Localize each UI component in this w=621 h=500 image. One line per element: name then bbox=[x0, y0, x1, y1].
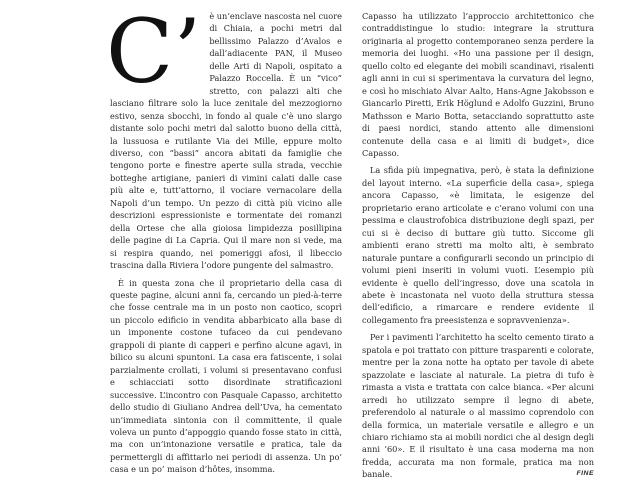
article-body bbox=[106, 0, 597, 481]
paragraph-1 bbox=[106, 0, 342, 272]
drop-cap: C’ bbox=[106, 0, 202, 103]
column-left bbox=[106, 0, 342, 476]
paragraph-5-text: Per i pavimenti l’architetto ha scelto cemento tirato a spatola e poi trattato con pitture trasparenti e colorate, mentre per la zona notte ha optato per tavole di abete spazzolate e lasciate al naturale. La pietra di tufo è rimasta a vista e trattata con calce bianca. «Per alcuni arredi ho utilizzato sempre il legno di abete, preferendolo al naturale o al massimo coprendolo con della formica, un materiale versatile e allegro e un chiaro richiamo sta ai mobili nordici che al design degli anni ’60». E il risultato è una casa moderna ma non fredda, accurata ma non formale, pratica ma non banale. bbox=[362, 332, 594, 480]
paragraph-5 bbox=[362, 331, 594, 480]
paragraph-1-text: è un’enclave nascosta nel cuore di Chiaia, a pochi metri dal bellissimo Palazzo d’Avalos e dall’adiacente PAN, il Museo delle Arti di Napoli, ospitato a Palazzo Roccella. È un “vico” stretto, con palazzi alti che lasciano filtrare solo la luce zenitale del mezzogiorno estivo, senza sbocchi, in fondo al quale c’è uno slargo distante solo pochi metri dal salotto buono della città, la lussuosa e rutilante Via dei Mille, eppure molto diverso, con “bassi” ancora abitati da famiglie che tengono porte e finestre aperte sulla strada, vecchie botteghe artigiane, panieri di vimini calati dalle case più alte e, tutt’attorno, il vociare vernacolare della Napoli d’un tempo. Un pezzo di città più vicino alle descrizioni espressioniste e tormentate dei romanzi della Ortese che alla gioiosa limpidezza posillipina delle pagine di La Capria. Qui il mare non si vede, ma si respira quando, nei pomeriggi afosi, il libeccio trascina dalla Riviera l’odore pungente del salmastro. bbox=[110, 11, 342, 271]
column-right bbox=[362, 10, 594, 481]
paragraph-2: È in questa zona che il proprietario della casa di queste pagine, alcuni anni fa, cercando un pied-à-terre che fosse centrale ma in un posto non caotico, scoprì un piccolo edificio in vendita abbarbicato alla base di un imponente costone tufaceo da cui pendevano grappoli di piante di capperi e perfino alcune agavi, in bilico su alcuni spuntoni. La casa era fatiscente, i solai parzialmente crollati, i volumi si presentavano confusi e schiacciati sotto disordinate stratificazioni successive. L’incontro con Pasquale Capasso, architetto dello studio di Giuliano Andrea dell’Uva, ha cementato un’immediata sintonia con il committente, il quale voleva un punto d’appoggio quando fosse stato in città, ma con un’intonazione versatile e pratica, tale da permettergli di affittarlo nei periodi di assenza. Un po’ casa e un po’ maison d’hôtes, insomma. bbox=[110, 277, 342, 475]
end-mark: FINE bbox=[576, 470, 594, 478]
paragraph-3: Capasso ha utilizzato l’approccio architettonico che contraddistingue lo studio: integrare la struttura originaria al progetto contemporaneo senza perdere la memoria dei luoghi. «Ho una passione per il design, quello colto ed elegante dei mobili scandinavi, risalenti agli anni in cui si sperimentava la curvatura del legno, e così ho mischiato Alvar Aalto, Hans-Agne Jakobsson e Giancarlo Piretti, Erik Höglund e Adolfo Guzzini, Bruno Mathsson e Mario Botta, setacciando soprattutto aste di paesi nordici, stando attento alle dimensioni contenute della casa e ai limiti di budget», dice Capasso. bbox=[362, 11, 594, 158]
paragraph-4: La sfida più impegnativa, però, è stata la definizione del layout interno. «La superficie della casa», spiega ancora Capasso, «è limitata, le esigenze del proprietario erano articolate e c’erano volumi con una pessima e claustrofobica distribuzione degli spazi, per cui si è deciso di buttare giù tutto. Siccome gli ambienti erano stretti ma molto alti, è sembrato naturale puntare a configurarli secondo un principio di volumi pieni inseriti in volumi vuoti. L’esempio più evidente è quello dell’ingresso, dove una scatola in abete è incastonata nel vuoto della struttura stessa dell’edificio, a rimarcare e rendere evidente il collegamento fra preesistenza e sopravvenienza». bbox=[362, 165, 594, 325]
